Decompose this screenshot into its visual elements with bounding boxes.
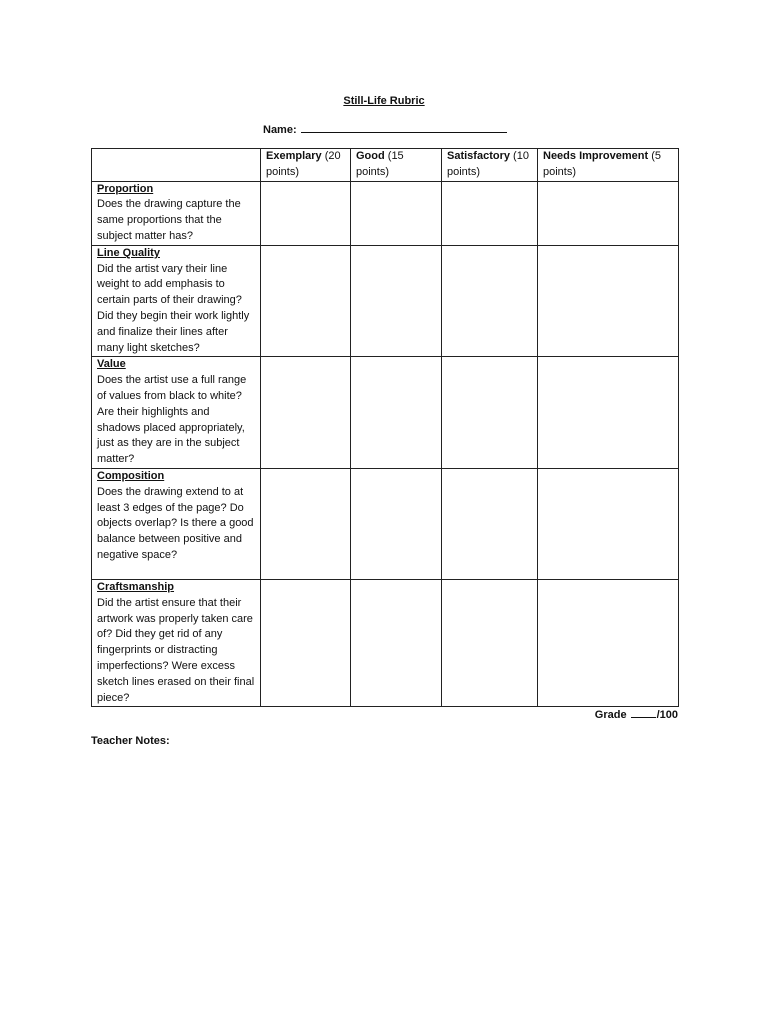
header-satisfactory: Satisfactory (10 points) bbox=[442, 149, 538, 182]
page-title: Still-Life Rubric bbox=[343, 95, 425, 107]
name-blank-line bbox=[301, 121, 507, 133]
score-cell bbox=[538, 357, 679, 469]
criterion-cell bbox=[92, 181, 261, 245]
criterion-title: Proportion bbox=[97, 182, 154, 195]
table-row bbox=[92, 468, 679, 579]
header-row bbox=[92, 149, 679, 182]
teacher-notes-label: Teacher Notes: bbox=[91, 735, 170, 747]
grade-blank-line bbox=[631, 707, 656, 718]
criterion-description: Does the artist use a full range of values from black to white? Are their highlights and shadows placed appropriately, just as they are in the subject matter? bbox=[97, 374, 247, 466]
score-cell bbox=[261, 181, 351, 245]
table-row bbox=[92, 579, 679, 706]
criterion-description: Did the artist vary their line weight to add emphasis to certain parts of their drawing? Did they begin their work lightly and finalize their lines after many light sketches? bbox=[97, 262, 250, 354]
name-field bbox=[263, 121, 507, 136]
name-label: Name: bbox=[263, 124, 297, 136]
score-cell bbox=[351, 357, 442, 469]
rubric-table bbox=[91, 148, 679, 707]
criterion-description: Did the artist ensure that their artwork was properly taken care of? Did they get rid of any fingerprints or distracting imperfections? Were excess sketch lines erased on their final piece? bbox=[97, 596, 255, 704]
score-cell bbox=[442, 357, 538, 469]
table-row bbox=[92, 357, 679, 469]
grade-field bbox=[595, 707, 678, 721]
score-cell bbox=[351, 468, 442, 579]
criterion-title: Composition bbox=[97, 469, 165, 482]
header-good: Good (15 points) bbox=[351, 149, 442, 182]
criterion-title: Value bbox=[97, 358, 126, 371]
score-cell bbox=[351, 181, 442, 245]
criterion-cell bbox=[92, 468, 261, 579]
score-cell bbox=[442, 468, 538, 579]
score-cell bbox=[442, 579, 538, 706]
score-cell bbox=[261, 245, 351, 357]
criterion-title: Craftsmanship bbox=[97, 580, 175, 593]
score-cell bbox=[442, 245, 538, 357]
grade-label: Grade bbox=[594, 709, 627, 721]
table-row bbox=[92, 245, 679, 357]
score-cell bbox=[538, 245, 679, 357]
score-cell bbox=[261, 357, 351, 469]
score-cell bbox=[538, 579, 679, 706]
criterion-title: Line Quality bbox=[97, 246, 160, 259]
score-cell bbox=[261, 468, 351, 579]
score-cell bbox=[351, 245, 442, 357]
header-needs-improvement: Needs Improvement (5 points) bbox=[538, 149, 679, 182]
criterion-cell bbox=[92, 357, 261, 469]
score-cell bbox=[351, 579, 442, 706]
score-cell bbox=[261, 579, 351, 706]
criterion-description: Does the drawing extend to at least 3 edges of the page? Do objects overlap? Is there a good balance between positive and negative space? bbox=[97, 485, 254, 561]
score-cell bbox=[538, 468, 679, 579]
score-cell bbox=[442, 181, 538, 245]
header-exemplary: Exemplary (20 points) bbox=[261, 149, 351, 182]
criterion-description: Does the drawing capture the same proportions that the subject matter has? bbox=[97, 198, 241, 242]
grade-total: /100 bbox=[656, 709, 678, 721]
criterion-cell bbox=[92, 245, 261, 357]
table-row bbox=[92, 181, 679, 245]
criterion-cell bbox=[92, 579, 261, 706]
score-cell bbox=[538, 181, 679, 245]
header-criteria-cell bbox=[92, 149, 261, 182]
